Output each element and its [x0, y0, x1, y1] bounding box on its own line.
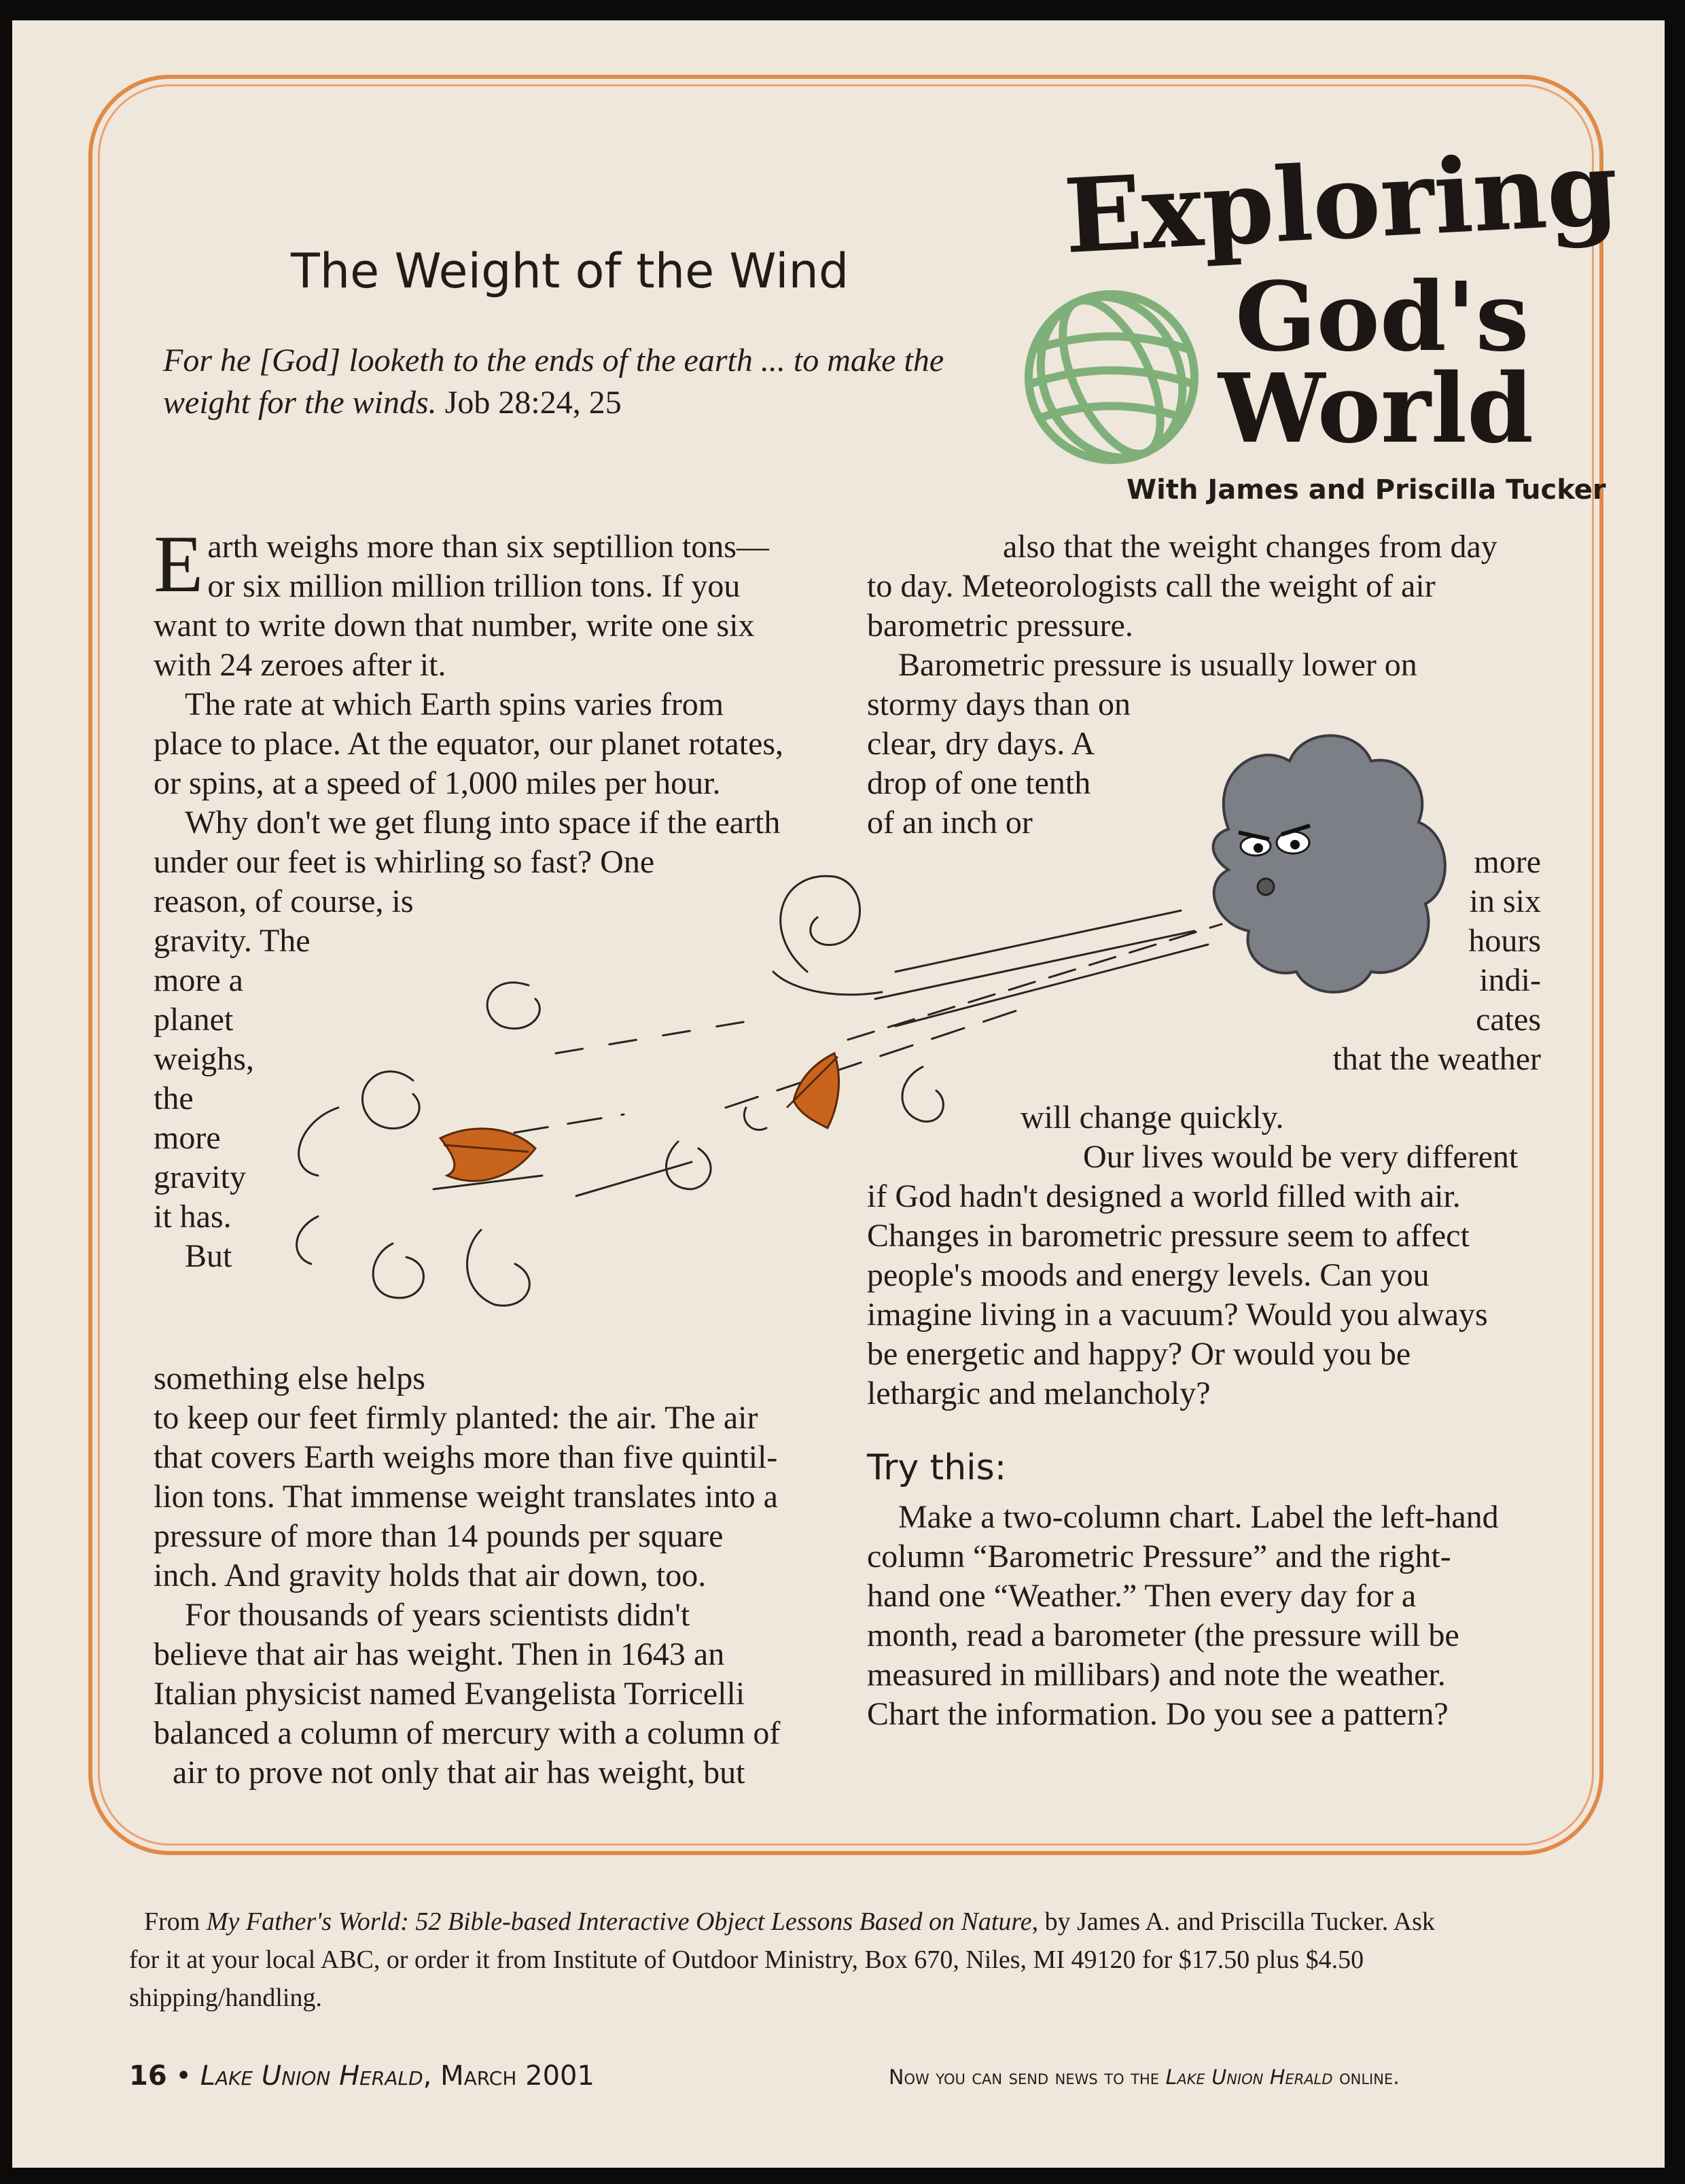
p3-narrow-line: reason, of course, is — [154, 883, 414, 919]
footer-publication: Lake Union Herald — [1165, 2066, 1333, 2090]
p2-line: place to place. At the equator, our planet rotates, — [154, 726, 784, 762]
issue-date: March 2001 — [440, 2060, 595, 2092]
source-note — [129, 1903, 1569, 2017]
wind-swirl — [373, 1244, 423, 1298]
wind-streak — [576, 1162, 692, 1196]
source-line: for it at your local ABC, or order it from Institute of Outdoor Ministry, Box 670, Niles, MI 49120 for $17.50 plus $4.50 — [129, 1945, 1364, 1974]
rp3-line: if God hadn't designed a world filled with air. — [867, 1178, 1461, 1214]
p1-line: arth weighs more than six septillion tons— — [207, 529, 769, 565]
p4-line: lion tons. That immense weight translates into a — [154, 1479, 778, 1515]
source-line: shipping/handling. — [129, 1984, 322, 2012]
wind-swirl — [362, 1072, 419, 1129]
rp2-line: clear, dry days. A — [867, 726, 1095, 762]
author-byline: With James and Priscilla Tucker — [1127, 474, 1606, 506]
p2-line: or spins, at a speed of 1,000 miles per hour. — [154, 765, 721, 801]
rp3-line: Changes in barometric pressure seem to affect — [867, 1218, 1470, 1254]
rp1-line: to day. Meteorologists call the weight of air — [867, 568, 1436, 604]
try-line: column “Barometric Pressure” and the right- — [867, 1538, 1451, 1574]
rp2-line: stormy days than on — [867, 686, 1131, 722]
p5-line: believe that air has weight. Then in 1643 an — [154, 1636, 725, 1672]
rp2-line: drop of one tenth — [867, 765, 1091, 801]
rp3-line: imagine living in a vacuum? Would you always — [867, 1297, 1488, 1333]
magazine-page — [12, 20, 1665, 2168]
p4-line: pressure of more than 14 pounds per square — [154, 1518, 724, 1554]
wind-swirl — [297, 1216, 318, 1264]
p4-line: inch. And gravity holds that air down, too. — [154, 1557, 707, 1593]
storm-cloud — [1213, 736, 1445, 993]
publication-name: Lake Union Herald — [200, 2060, 423, 2092]
rp2-line: Barometric pressure is usually lower on — [898, 647, 1417, 683]
wind-illustration — [12, 20, 1665, 2168]
wrap-line: more — [1474, 844, 1541, 880]
try-this-heading: Try this: — [867, 1447, 1007, 1488]
p3-narrow-line: the — [154, 1080, 194, 1116]
wrap-line: that the weather — [1332, 1041, 1541, 1077]
book-title: My Father's World: 52 Bible-based Interactive Object Lessons Based on Nature — [206, 1907, 1032, 1936]
drop-cap: E — [154, 518, 204, 609]
p1-line: want to write down that number, write one six — [154, 607, 755, 644]
p3-line: Why don't we get flung into space if the earth — [185, 805, 781, 841]
wind-swirl — [299, 1108, 338, 1176]
p4-line: that covers Earth weighs more than five quintil- — [154, 1439, 778, 1475]
rp2-line: of an inch or — [867, 805, 1033, 841]
rp1-line: barometric pressure. — [867, 607, 1133, 644]
try-line: Chart the information. Do you see a pattern? — [867, 1696, 1449, 1732]
p3-narrow-line: it has. — [154, 1199, 232, 1235]
logo-exploring: Exploring — [1061, 128, 1621, 277]
p3-narrow-line: more a — [154, 962, 243, 998]
p5-line: balanced a column of mercury with a column of — [154, 1715, 781, 1751]
wind-streak — [556, 1019, 760, 1053]
rp3-line: lethargic and melancholy? — [867, 1375, 1211, 1411]
p3-narrow-line: more — [154, 1120, 221, 1156]
page-number: 16 — [129, 2060, 167, 2092]
footer-bullet: • — [175, 2060, 192, 2092]
wrap-line: indi- — [1479, 962, 1541, 998]
logo-world: World — [1218, 353, 1534, 465]
p3-narrow-line: planet — [154, 1002, 234, 1038]
wind-swirl — [744, 1108, 766, 1130]
rp2-end: will change quickly. — [1021, 1099, 1284, 1135]
p1-line: or six million million trillion tons. If you — [207, 568, 741, 604]
p2-line: The rate at which Earth spins varies from — [185, 686, 724, 722]
try-line: Make a two-column chart. Label the left-hand — [898, 1499, 1499, 1535]
try-line: measured in millibars) and note the weather. — [867, 1657, 1446, 1693]
p3-narrow-line: weighs, — [154, 1041, 254, 1077]
try-line: hand one “Weather.” Then every day for a — [867, 1578, 1417, 1614]
footer-right-prefix: Now you can send news to the — [889, 2066, 1160, 2090]
rp3-line: people's moods and energy levels. Can you — [867, 1257, 1430, 1293]
p5-line: Italian physicist named Evangelista Torricelli — [154, 1676, 745, 1712]
article-title: The Weight of the Wind — [291, 243, 849, 299]
p3-narrow-line: gravity. The — [154, 923, 311, 959]
p4-start: But — [185, 1238, 232, 1274]
wind-swirl — [781, 876, 860, 972]
wind-swirl — [487, 983, 539, 1029]
p5-line: air to prove not only that air has weight, but — [173, 1755, 745, 1791]
wrap-line: hours — [1468, 923, 1541, 959]
wind-swirl — [773, 972, 882, 995]
rp3-line: be energetic and happy? Or would you be — [867, 1336, 1411, 1372]
leaf-icon — [787, 1053, 839, 1128]
source-rest: , by James A. and Priscilla Tucker. Ask — [1031, 1907, 1435, 1936]
p4-line: something else helps — [154, 1360, 425, 1396]
p3-line: under our feet is whirling so fast? One — [154, 844, 655, 880]
p4-line: to keep our feet firmly planted: the air. The air — [154, 1400, 758, 1436]
footer-right-suffix: online. — [1339, 2066, 1400, 2090]
verse-reference: Job 28:24, 25 — [444, 385, 622, 421]
p1-line: with 24 zeroes after it. — [154, 647, 446, 683]
rp1-line: also that the weight changes from day — [1003, 529, 1497, 565]
try-line: month, read a barometer (the pressure will be — [867, 1617, 1459, 1653]
footer-left: 16 • Lake Union Herald, March 2001 — [129, 2060, 595, 2092]
wrap-line: cates — [1476, 1002, 1541, 1038]
logo-gods: God's — [1235, 262, 1529, 373]
wind-swirl — [467, 1230, 530, 1305]
verse-text: For he [God] looketh to the ends of the earth ... to make the weight for the winds. — [163, 342, 944, 421]
wind-swirl — [667, 1142, 711, 1189]
wrap-line: in six — [1469, 883, 1541, 919]
p5-line: For thousands of years scientists didn't — [185, 1597, 690, 1633]
p3-narrow-line: gravity — [154, 1159, 246, 1195]
leaf-icon — [440, 1129, 535, 1181]
wind-streak — [726, 1006, 1031, 1108]
rp3-line: Our lives would be very different — [1083, 1139, 1519, 1175]
wind-swirl — [902, 1067, 943, 1121]
source-prefix: From — [144, 1907, 207, 1936]
footer-right — [889, 2066, 1400, 2090]
